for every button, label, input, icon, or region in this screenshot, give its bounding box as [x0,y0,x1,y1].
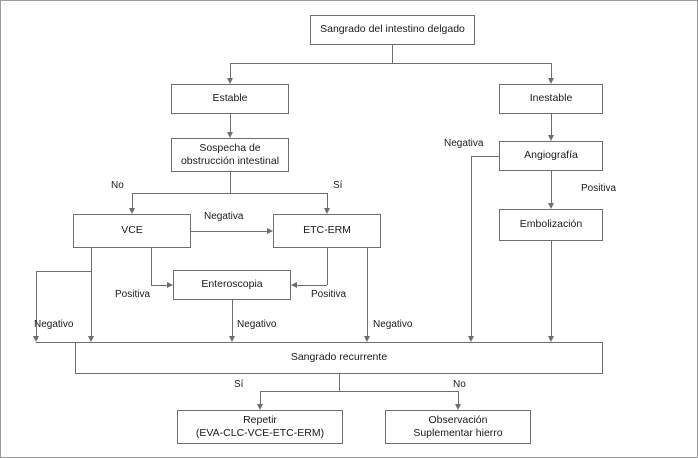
edge-label-negativa-vce-etcerm: Negativa [204,211,244,222]
connector-no-vce [132,193,133,208]
node-inestable: Inestable [499,84,603,114]
connector-angiografia-negativa-v [471,156,472,336]
connector-vce-enteroscopia-h [151,285,167,286]
connector-si-repetir [260,391,261,404]
arrow-vce-recurrente-left [33,336,39,342]
connector-vce-recurrente-h2 [36,342,75,343]
connector-etcerm-recurrente [367,248,368,336]
node-etc-erm: ETC-ERM [273,214,381,248]
edge-label-si-recurrente: Sí [234,379,244,390]
connector-to-estable [230,63,231,78]
connector-si-etcerm [327,193,328,208]
node-sangrado-intestino-delgado: Sangrado del intestino delgado [310,15,475,45]
node-estable: Estable [171,84,289,114]
connector-vce-drop [91,271,92,336]
connector-vce-recurrente-v1 [91,248,92,271]
connector-root-split [230,63,552,64]
node-angiografia: Angiografía [499,141,603,171]
edge-label-no-obstruccion: No [111,180,124,191]
connector-no-observacion [458,391,459,404]
edge-label-negativo-vce: Negativo [34,319,74,330]
edge-label-positiva-vce: Positiva [115,289,151,300]
edge-label-no-recurrente: No [453,379,466,390]
connector-vce-enteroscopia-v [151,248,152,285]
edge-label-positiva-etcerm: Positiva [311,289,347,300]
node-repetir: Repetir (EVA-CLC-VCE-ETC-ERM) [177,410,343,444]
edge-label-negativo-enteroscopia: Negativo [237,319,277,330]
connector-etcerm-enteroscopia-h [297,285,327,286]
edge-label-positiva-angiografia: Positiva [581,183,617,194]
connector-recurrente-split [260,391,458,392]
arrow-etcerm-enteroscopia [291,282,297,288]
node-embolizacion: Embolización [499,209,603,241]
edge-label-si-obstruccion: Sí [333,180,343,191]
node-vce: VCE [73,214,191,248]
connector-sospecha-split [132,193,327,194]
connector-enteroscopia-recurrente [232,300,233,336]
edge-label-negativo-etcerm: Negativo [373,319,413,330]
connector-angiografia-negativa-h [471,156,499,157]
node-enteroscopia: Enteroscopia [173,270,291,300]
connector-estable-sospecha [230,114,231,132]
connector-embolizacion-recurrente [551,241,552,336]
node-sangrado-recurrente: Sangrado recurrente [75,342,603,374]
connector-vce-etcerm [191,231,267,232]
connector-angiografia-embolizacion [551,171,552,203]
connector-sospecha-stem [230,172,231,193]
node-sospecha-obstruccion-intestinal: Sospecha de obstrucción intestinal [171,138,289,172]
connector-vce-recurrente-h [36,271,91,272]
connector-root-stem [392,45,393,63]
connector-recurrente-stem [339,374,340,391]
connector-inestable-angiografia [551,114,552,135]
connector-to-inestable [551,63,552,78]
edge-label-negativa-angiografia: Negativa [444,138,484,149]
node-observacion: Observación Suplementar hierro [385,410,531,444]
connector-etcerm-enteroscopia-v [327,248,328,285]
